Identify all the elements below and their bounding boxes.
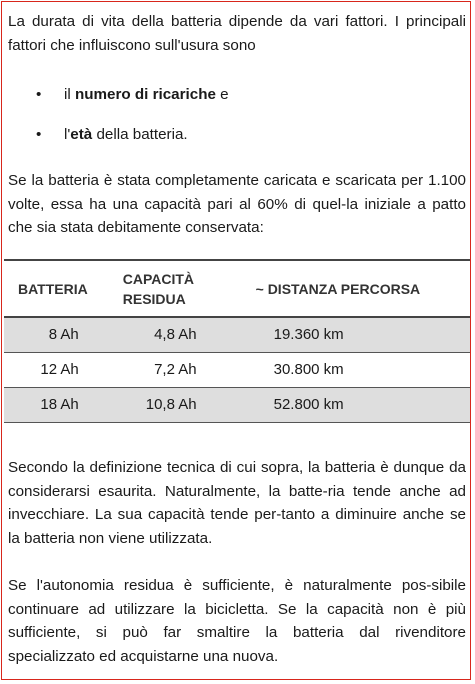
header-battery: BATTERIA	[4, 260, 109, 317]
battery-table	[4, 259, 470, 423]
cell-battery: 8 Ah	[4, 317, 109, 352]
bullet-icon: •	[36, 126, 42, 143]
header-capacity: CAPACITÀ RESIDUA	[109, 260, 235, 317]
cell-capacity: 4,8 Ah	[109, 317, 235, 352]
cell-battery: 18 Ah	[4, 387, 109, 422]
capacity-paragraph: Se la batteria è stata completamente caricata e scaricata per 1.100 volte, essa ha una capacità pari al 60% di quel-la iniziale a patto che sia stata debitamente conservata:	[8, 172, 466, 236]
cell-distance: 52.800 km	[235, 387, 470, 422]
cell-distance: 30.800 km	[235, 352, 470, 387]
bullet-bold: numero di ricariche	[74, 86, 216, 103]
disposal-paragraph: Se l'autonomia residua è sufficiente, è naturalmente pos-sibile continuare ad utilizzare la bicicletta. Se la capacità non è più sufficiente, si può far smaltire la batteria dal rivenditore specializzato ed acquistarne una nuova.	[8, 577, 466, 665]
table-row	[4, 352, 470, 387]
cell-distance: 19.360 km	[235, 317, 470, 352]
definition-paragraph: Secondo la definizione tecnica di cui sopra, la batteria è dunque da considerarsi esaurita. Naturalmente, la batte-ria tende anche ad invecchiare. La sua capacità tende per-tanto a diminuire anche se la batteria non viene utilizzata.	[8, 459, 466, 547]
bullet-text: l'età della batteria.	[64, 126, 188, 143]
table-header-row	[4, 260, 470, 317]
bullet-bold: età	[70, 126, 93, 143]
cell-capacity: 7,2 Ah	[109, 352, 235, 387]
bullet-text: il numero di ricariche e	[64, 86, 229, 103]
bullet-icon: •	[36, 86, 42, 103]
header-distance: ~ DISTANZA PERCORSA	[235, 260, 470, 317]
cell-capacity: 10,8 Ah	[109, 387, 235, 422]
table-row	[4, 317, 470, 352]
cell-battery: 12 Ah	[4, 352, 109, 387]
table-row	[4, 387, 470, 422]
intro-paragraph: La durata di vita della batteria dipende da vari fattori. I principali fattori che influiscono sull'usura sono	[8, 13, 466, 54]
